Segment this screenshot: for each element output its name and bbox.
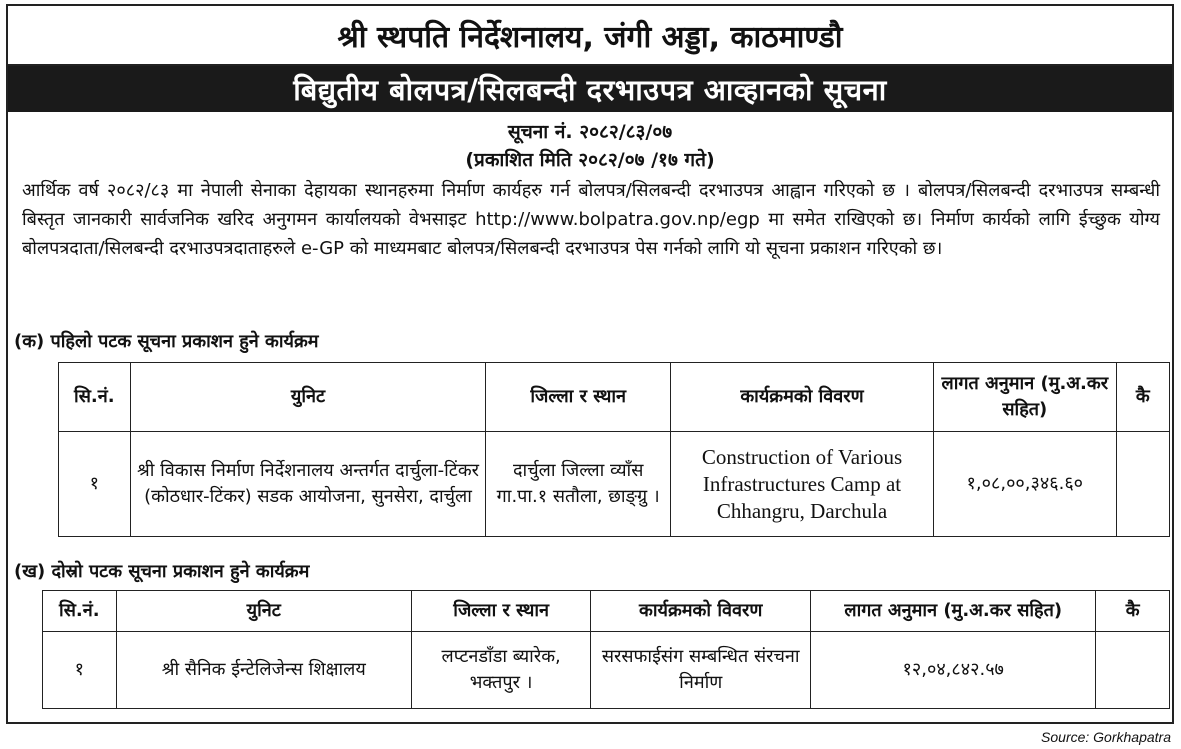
col-unit: युनिट	[116, 591, 411, 632]
table-header-row	[43, 591, 1170, 632]
col-description: कार्यक्रमको विवरण	[591, 591, 811, 632]
col-sn: सि.नं.	[43, 591, 117, 632]
row-location: दार्चुला जिल्ला व्याँस गा.पा.१ सतौला, छाङ्ग्रु ।	[486, 432, 670, 537]
table-row	[59, 432, 1170, 537]
section1-table	[58, 362, 1170, 537]
row-remarks	[1116, 432, 1169, 537]
notice-title-banner: बिद्युतीय बोलपत्र/सिलबन्दी दरभाउपत्र आव्हानको सूचना	[8, 66, 1172, 112]
row-unit: श्री सैनिक ईन्टेलिजेन्स शिक्षालय	[116, 632, 411, 709]
col-description: कार्यक्रमको विवरण	[670, 363, 933, 432]
col-unit: युनिट	[130, 363, 486, 432]
table-row	[43, 632, 1170, 709]
published-date: (प्रकाशित मिति २०८२/०७ /१७ गते)	[465, 149, 715, 171]
row-description: सरसफाईसंग सम्बन्धित संरचना निर्माण	[591, 632, 811, 709]
row-sn: १	[43, 632, 117, 709]
col-sn: सि.नं.	[59, 363, 131, 432]
row-remarks	[1096, 632, 1170, 709]
office-header: श्री स्थपति निर्देशनालय, जंगी अड्डा, काठमाण्डौ	[8, 6, 1172, 66]
row-location: लप्टनडाँडा ब्यारेक, भक्तपुर ।	[411, 632, 590, 709]
source-credit: Source: Gorkhapatra	[1041, 729, 1171, 745]
col-remarks: कै	[1096, 591, 1170, 632]
section2-table	[42, 590, 1170, 709]
section1-title: (क) पहिलो पटक सूचना प्रकाशन हुने कार्यक्रम	[14, 331, 319, 352]
col-cost: लागत अनुमान (मु.अ.कर सहित)	[934, 363, 1116, 432]
section2-title: (ख) दोस्रो पटक सूचना प्रकाशन हुने कार्यक्रम	[14, 561, 310, 582]
table-header-row	[59, 363, 1170, 432]
col-location: जिल्ला र स्थान	[486, 363, 670, 432]
row-cost: १,०८,००,३४६.६०	[934, 432, 1116, 537]
row-description: Construction of Various Infrastructures Camp at Chhangru, Darchula	[670, 432, 933, 537]
row-sn: १	[59, 432, 131, 537]
notice-number: सूचना नं. २०८२/८३/०७	[507, 121, 673, 143]
col-cost: लागत अनुमान (मु.अ.कर सहित)	[811, 591, 1096, 632]
col-location: जिल्ला र स्थान	[411, 591, 590, 632]
col-remarks: कै	[1116, 363, 1169, 432]
notice-body: आर्थिक वर्ष २०८२/८३ मा नेपाली सेनाका देहायका स्थानहरुमा निर्माण कार्यहरु गर्न बोलपत्र/सिलबन्दी दरभाउपत्र आह्वान गरिएको छ । बोलपत्र/सिलबन्दी दरभाउपत्र सम्बन्धी बिस्तृत जानकारी सार्वजनिक खरिद अनुगमन कार्यालयको वेभसाइट http://www.bolpatra.gov.np/egp मा समेत राखिएको छ। निर्माण कार्यको लागि ईच्छुक योग्य बोलपत्रदाता/सिलबन्दी दरभाउपत्रदाताहरुले e-GP को माध्यमबाट बोलपत्र/सिलबन्दी दरभाउपत्र पेस गर्नको लागि यो सूचना प्रकाशन गरिएको छ।	[22, 180, 1160, 259]
row-cost: १२,०४,८४२.५७	[811, 632, 1096, 709]
row-unit: श्री विकास निर्माण निर्देशनालय अन्तर्गत दार्चुला-टिंकर (कोठधार-टिंकर) सडक आयोजना, सुनसेरा, दार्चुला	[130, 432, 486, 537]
